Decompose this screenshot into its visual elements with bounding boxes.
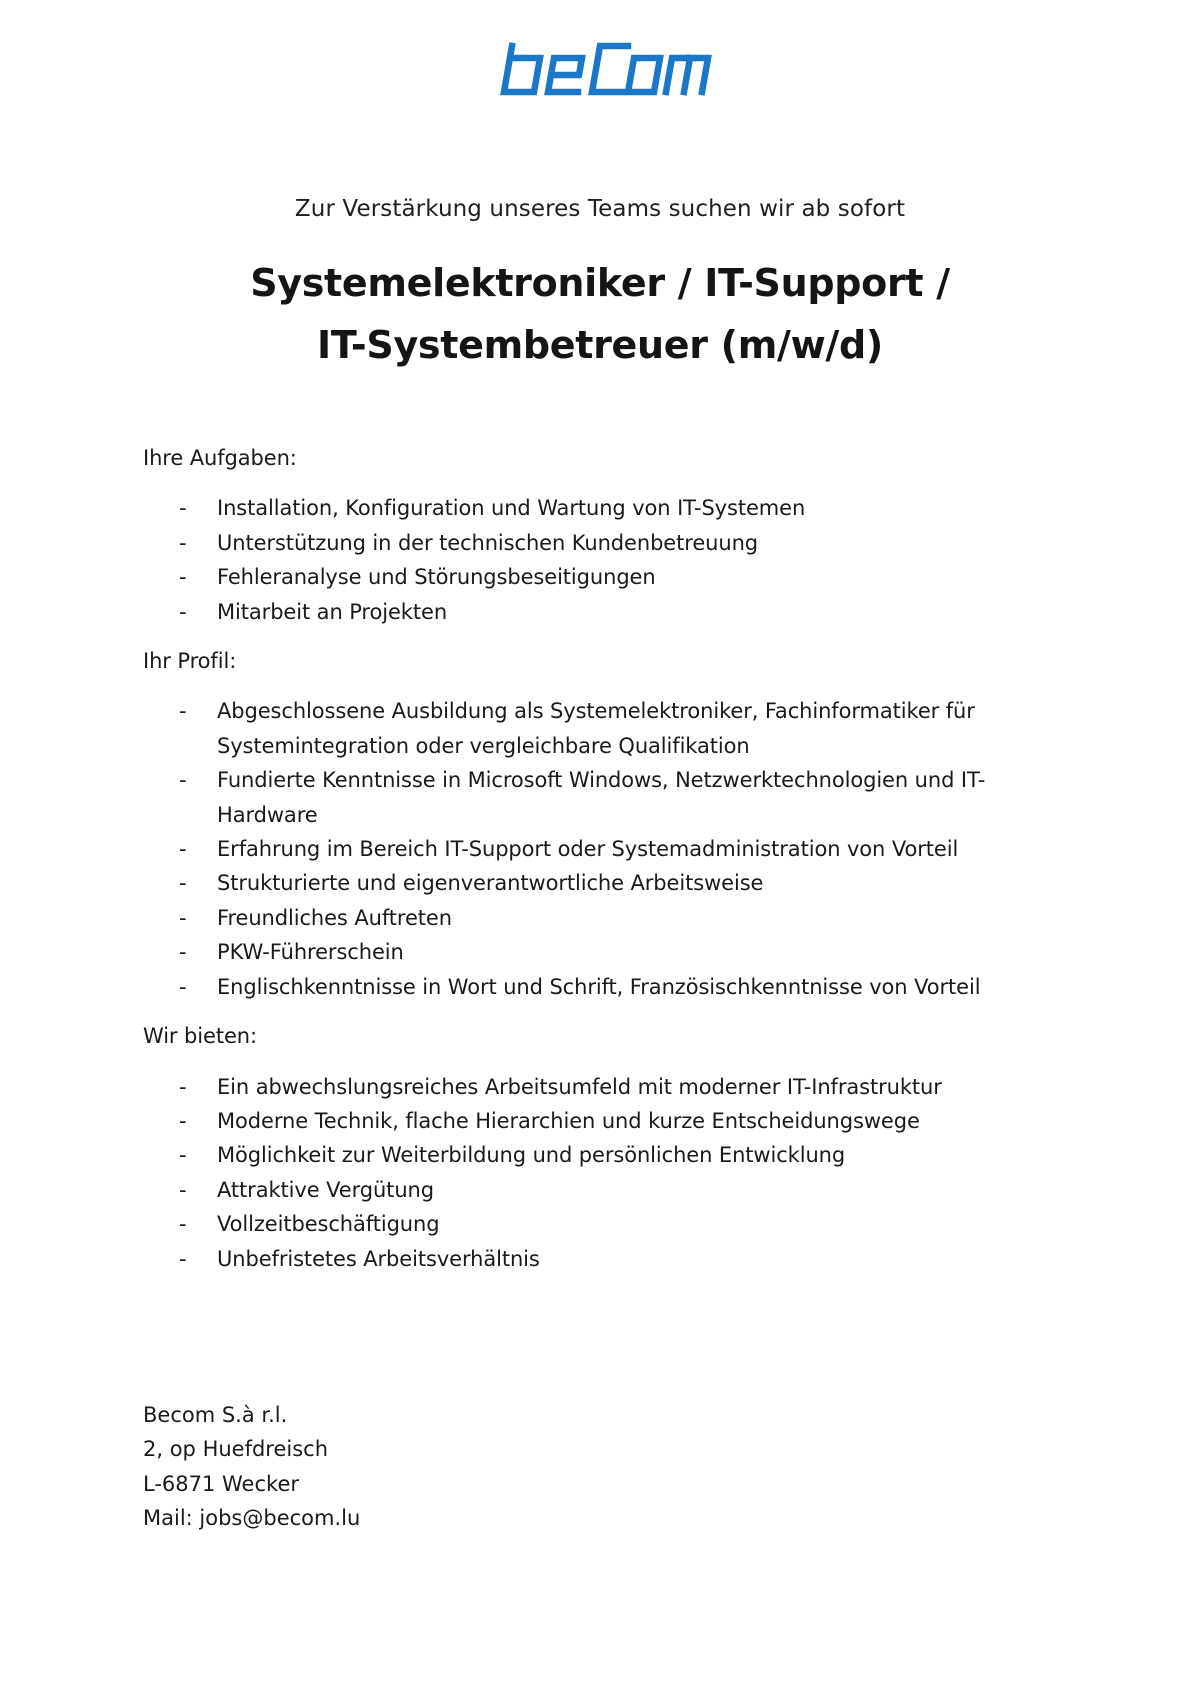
list-item <box>143 935 1047 969</box>
list-item <box>143 560 1047 594</box>
job-title-line-1: Systemelektroniker / IT-Support / <box>250 261 950 305</box>
list-item <box>143 1242 1047 1276</box>
list-item-text: PKW-Führerschein <box>217 940 404 965</box>
list-item-text: Möglichkeit zur Weiterbildung und persönlichen Entwicklung <box>217 1143 846 1168</box>
list-item <box>143 1104 1047 1138</box>
list-item-text: Erfahrung im Bereich IT-Support oder Systemadministration von Vorteil <box>217 837 959 862</box>
bullet-dash: - <box>179 837 187 862</box>
list-item <box>143 763 1047 832</box>
list-item-text: Ein abwechslungsreiches Arbeitsumfeld mit moderner IT-Infrastruktur <box>217 1074 942 1099</box>
job-title <box>0 252 1200 376</box>
list-item-text: Attraktive Vergütung <box>217 1177 434 1202</box>
becom-logo-mark <box>500 42 716 104</box>
offer-list <box>143 1070 1043 1276</box>
bullet-dash: - <box>179 1074 187 1099</box>
company-name: Becom S.à r.l. <box>143 1403 288 1427</box>
bullet-dash: - <box>179 530 187 555</box>
bullet-dash: - <box>179 871 187 896</box>
list-item <box>143 832 1047 866</box>
postal-city: L-6871 Wecker <box>143 1471 299 1496</box>
job-title-line-2: IT-Systembetreuer (m/w/d) <box>317 323 883 367</box>
bullet-dash: - <box>179 940 187 965</box>
list-item-text: Englischkenntnisse in Wort und Schrift, Französischkenntnisse von Vorteil <box>217 974 981 999</box>
list-item <box>143 1070 1047 1104</box>
bullet-dash: - <box>179 905 187 930</box>
bullet-dash: - <box>179 1177 187 1202</box>
job-description <box>143 441 1043 1291</box>
profile-list <box>143 694 1043 1004</box>
list-item <box>143 526 1047 560</box>
list-item-text: Moderne Technik, flache Hierarchien und kurze Entscheidungswege <box>217 1108 920 1133</box>
list-item <box>143 866 1047 900</box>
list-item-text: Abgeschlossene Ausbildung als Systemelektroniker, Fachinformatiker für Systemintegration oder vergleichbare Qualifikation <box>217 699 975 758</box>
list-item-text: Mitarbeit an Projekten <box>217 599 448 624</box>
bullet-dash: - <box>179 1212 187 1237</box>
bullet-dash: - <box>179 699 187 724</box>
bullet-dash: - <box>179 496 187 521</box>
list-item <box>143 595 1047 629</box>
list-item-text: Fehleranalyse und Störungsbeseitigungen <box>217 565 656 590</box>
list-item-text: Strukturierte und eigenverantwortliche Arbeitsweise <box>217 871 764 896</box>
list-item <box>143 970 1047 1004</box>
intro-text: Zur Verstärkung unseres Teams suchen wir ab sofort <box>294 196 906 222</box>
list-item <box>143 901 1047 935</box>
section-heading-tasks: Ihre Aufgaben: <box>143 446 297 470</box>
list-item <box>143 491 1047 525</box>
list-item-text: Installation, Konfiguration und Wartung von IT-Systemen <box>217 496 806 521</box>
street-address: 2, op Huefdreisch <box>143 1437 329 1462</box>
section-heading-profile: Ihr Profil: <box>143 649 237 674</box>
list-item-text: Unbefristetes Arbeitsverhältnis <box>217 1246 540 1271</box>
bullet-dash: - <box>179 599 187 624</box>
contact-address <box>143 1398 360 1536</box>
list-item <box>143 1207 1047 1241</box>
list-item-text: Freundliches Auftreten <box>217 905 452 930</box>
list-item-text: Fundierte Kenntnisse in Microsoft Windows, Netzwerktechnologien und IT-Hardware <box>217 768 986 827</box>
list-item-text: Unterstützung in der technischen Kundenbetreuung <box>217 530 759 555</box>
bullet-dash: - <box>179 1246 187 1271</box>
tasks-list <box>143 491 1043 629</box>
list-item-text: Vollzeitbeschäftigung <box>217 1212 440 1237</box>
list-item <box>143 1138 1047 1172</box>
bullet-dash: - <box>179 1143 187 1168</box>
section-heading-offer: Wir bieten: <box>143 1024 257 1049</box>
becom-logo <box>500 42 716 104</box>
list-item <box>143 694 1047 763</box>
bullet-dash: - <box>179 974 187 999</box>
contact-email[interactable]: Mail: jobs@becom.lu <box>143 1506 361 1531</box>
bullet-dash: - <box>179 1108 187 1133</box>
list-item <box>143 1173 1047 1207</box>
bullet-dash: - <box>179 565 187 590</box>
bullet-dash: - <box>179 768 187 793</box>
